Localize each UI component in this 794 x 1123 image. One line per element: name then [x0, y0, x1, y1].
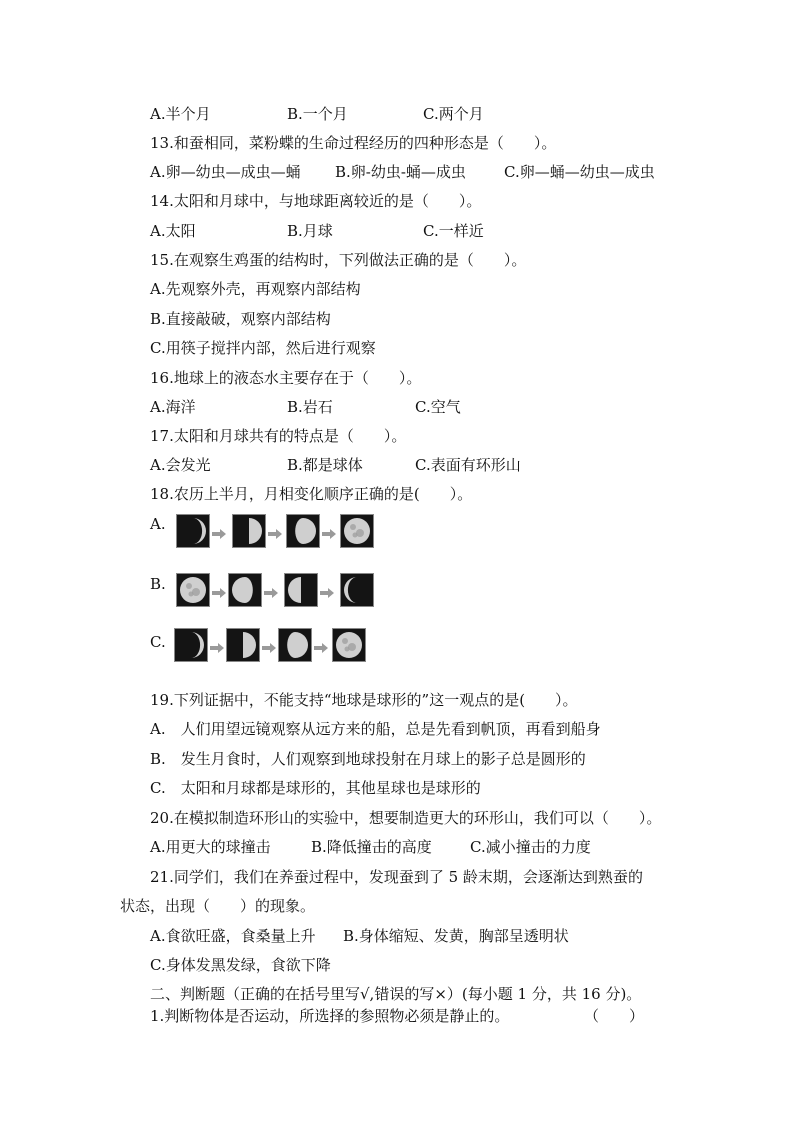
- q17-option-a: A.会发光: [150, 456, 211, 474]
- q16-stem: 16.地球上的液态水主要存在于（ ）。: [150, 369, 422, 387]
- q21-option-b: B.身体缩短、发黄，胸部呈透明状: [343, 927, 569, 945]
- q20-stem: 20.在模拟制造环形山的实验中，想要制造更大的环形山，我们可以（ ）。: [150, 809, 662, 827]
- moon-phase-image: [226, 628, 260, 662]
- moon-phase-image: [232, 514, 266, 548]
- arrow-right-icon: [212, 584, 226, 594]
- q18-option-c-label: C.: [150, 633, 166, 651]
- q18-option-a-images: [176, 514, 380, 548]
- moon-phase-image: [340, 573, 374, 607]
- arrow-right-icon: [212, 525, 226, 535]
- q20-option-c: C.减小撞击的力度: [470, 838, 591, 856]
- section2-item1-blank: （ ）: [584, 1007, 645, 1025]
- q21-option-a: A.食欲旺盛，食桑量上升: [150, 927, 316, 945]
- moon-phase-image: [286, 514, 320, 548]
- q15-option-b: B.直接敲破，观察内部结构: [150, 310, 331, 328]
- q12-option-c: C.两个月: [423, 105, 484, 123]
- q18-option-b-images: [176, 573, 380, 607]
- q14-option-b: B.月球: [287, 222, 333, 240]
- q12-option-a: A.半个月: [150, 105, 211, 123]
- q13-option-a: A.卵—幼虫—成虫—蛹: [150, 163, 301, 181]
- q14-stem: 14.太阳和月球中，与地球距离较近的是（ ）。: [150, 192, 482, 210]
- q18-option-b-label: B.: [150, 575, 166, 593]
- q21-stem-line1: 21.同学们，我们在养蚕过程中，发现蚕到了 5 龄末期，会逐渐达到熟蚕的: [150, 868, 643, 886]
- q15-option-a: A.先观察外壳，再观察内部结构: [150, 280, 361, 298]
- moon-phase-image: [176, 573, 210, 607]
- q16-option-a: A.海洋: [150, 398, 196, 416]
- section2-item1: 1.判断物体是否运动，所选择的参照物必须是静止的。: [150, 1007, 510, 1025]
- moon-phase-image: [332, 628, 366, 662]
- q15-option-c: C.用筷子搅拌内部，然后进行观察: [150, 339, 376, 357]
- q19-option-b: B. 发生月食时，人们观察到地球投射在月球上的影子总是圆形的: [150, 750, 586, 768]
- section2-heading: 二、判断题（正确的在括号里写√,错误的写×）(每小题 1 分，共 16 分)。: [150, 985, 642, 1003]
- q17-option-c: C.表面有环形山: [415, 456, 521, 474]
- q17-option-b: B.都是球体: [287, 456, 363, 474]
- q19-option-a: A. 人们用望远镜观察从远方来的船，总是先看到帆顶，再看到船身: [150, 720, 601, 738]
- q18-option-c-images: [174, 628, 370, 662]
- q14-option-c: C.一样近: [423, 222, 484, 240]
- q13-stem: 13.和蚕相同，菜粉蝶的生命过程经历的四种形态是（ ）。: [150, 134, 557, 152]
- arrow-right-icon: [210, 639, 224, 649]
- arrow-right-icon: [264, 584, 278, 594]
- moon-phase-image: [284, 573, 318, 607]
- moon-phase-image: [278, 628, 312, 662]
- q14-option-a: A.太阳: [150, 222, 196, 240]
- q16-option-c: C.空气: [415, 398, 461, 416]
- q18-option-a-label: A.: [150, 515, 166, 533]
- q16-option-b: B.岩石: [287, 398, 333, 416]
- moon-phase-image: [176, 514, 210, 548]
- q21-option-c: C.身体发黑发绿，食欲下降: [150, 956, 331, 974]
- q13-option-c: C.卵—蛹—幼虫—成虫: [504, 163, 655, 181]
- arrow-right-icon: [322, 525, 336, 535]
- arrow-right-icon: [320, 584, 334, 594]
- moon-phase-image: [174, 628, 208, 662]
- q19-option-c: C. 太阳和月球都是球形的，其他星球也是球形的: [150, 779, 481, 797]
- q20-option-b: B.降低撞击的高度: [311, 838, 432, 856]
- q17-stem: 17.太阳和月球共有的特点是（ ）。: [150, 427, 407, 445]
- q18-stem: 18.农历上半月，月相变化顺序正确的是( ）。: [150, 485, 473, 503]
- q19-stem: 19.下列证据中，不能支持“地球是球形的”这一观点的是( ）。: [150, 691, 578, 709]
- arrow-right-icon: [314, 639, 328, 649]
- arrow-right-icon: [262, 639, 276, 649]
- q21-stem-line2: 状态，出现（ ）的现象。: [120, 897, 316, 915]
- arrow-right-icon: [268, 525, 282, 535]
- q12-option-b: B.一个月: [287, 105, 348, 123]
- q13-option-b: B.卵-幼虫-蛹—成虫: [335, 163, 466, 181]
- q15-stem: 15.在观察生鸡蛋的结构时，下列做法正确的是（ ）。: [150, 251, 527, 269]
- moon-phase-image: [340, 514, 374, 548]
- q20-option-a: A.用更大的球撞击: [150, 838, 271, 856]
- moon-phase-image: [228, 573, 262, 607]
